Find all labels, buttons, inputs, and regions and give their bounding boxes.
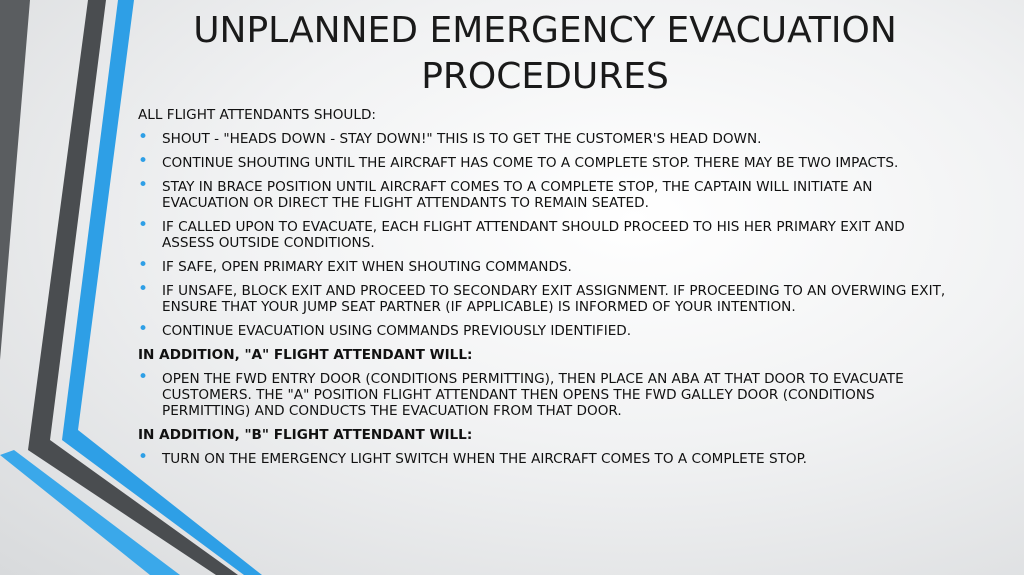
bullet-icon: • [138,367,149,387]
list-item [138,255,958,275]
list-item-text: IF UNSAFE, BLOCK EXIT AND PROCEED TO SECONDARY EXIT ASSIGNMENT. IF PROCEEDING TO AN OVERWING EXIT, ENSURE THAT YOUR JUMP SEAT PARTNER (IF APPLICABLE) IS INFORMED OF YOUR INTENTION. [162,283,946,315]
bullet-icon: • [138,151,149,171]
bullet-icon: • [138,279,149,299]
title-line-1: UNPLANNED EMERGENCY EVACUATION [193,10,897,51]
bullet-icon: • [138,319,149,339]
list-item [138,367,958,419]
list-item [138,127,958,147]
bullet-icon: • [138,127,149,147]
list-item-text: OPEN THE FWD ENTRY DOOR (CONDITIONS PERMITTING), THEN PLACE AN ABA AT THAT DOOR TO EVACUATE CUSTOMERS. THE "A" POSITION FLIGHT ATTENDANT THEN OPENS THE FWD GALLEY DOOR (CONDITIONS PERMITTING) AND CONDUCTS THE EVACUATION FROM THAT DOOR. [162,371,904,419]
bullet-icon: • [138,255,149,275]
list-item-text: IF CALLED UPON TO EVACUATE, EACH FLIGHT ATTENDANT SHOULD PROCEED TO HIS HER PRIMARY EXIT AND ASSESS OUTSIDE CONDITIONS. [162,219,905,251]
intro-text: ALL FLIGHT ATTENDANTS SHOULD: [138,107,376,123]
list-item [138,447,958,467]
bullet-icon: • [138,215,149,235]
list-item [138,319,958,339]
dark-wedge [0,0,30,360]
list-item-text: IF SAFE, OPEN PRIMARY EXIT WHEN SHOUTING COMMANDS. [162,259,572,275]
list-item [138,151,958,171]
section-heading-b: IN ADDITION, "B" FLIGHT ATTENDANT WILL: [138,427,473,443]
bullet-icon: • [138,175,149,195]
section-heading-a: IN ADDITION, "A" FLIGHT ATTENDANT WILL: [138,347,473,363]
list-item-text: CONTINUE EVACUATION USING COMMANDS PREVIOUSLY IDENTIFIED. [162,323,632,339]
title-line-2: PROCEDURES [421,56,669,97]
list-item [138,175,958,211]
slide-body [138,107,958,475]
bullet-icon: • [138,447,149,467]
list-item-text: CONTINUE SHOUTING UNTIL THE AIRCRAFT HAS COME TO A COMPLETE STOP. THERE MAY BE TWO IMPACTS. [162,155,899,171]
list-item [138,279,958,315]
list-item-text: SHOUT - "HEADS DOWN - STAY DOWN!" THIS IS TO GET THE CUSTOMER'S HEAD DOWN. [162,131,762,147]
list-item-text: STAY IN BRACE POSITION UNTIL AIRCRAFT COMES TO A COMPLETE STOP, THE CAPTAIN WILL INITIATE AN EVACUATION OR DIRECT THE FLIGHT ATTENDANTS TO REMAIN SEATED. [162,179,873,211]
list-item-text: TURN ON THE EMERGENCY LIGHT SWITCH WHEN THE AIRCRAFT COMES TO A COMPLETE STOP. [162,451,807,467]
list-item [138,215,958,251]
slide-title [140,8,950,100]
